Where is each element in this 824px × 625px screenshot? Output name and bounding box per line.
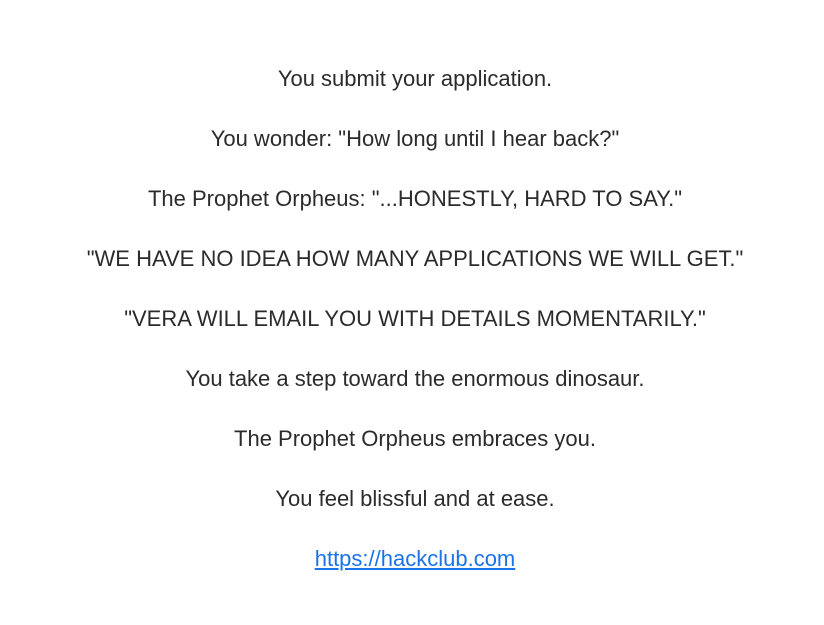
story-line-wonder: You wonder: "How long until I hear back?" bbox=[210, 126, 620, 151]
story-line-submit: You submit your application. bbox=[277, 66, 553, 91]
hackclub-link[interactable]: https://hackclub.com bbox=[314, 546, 516, 571]
story-line-prophet-reply: The Prophet Orpheus: "...HONESTLY, HARD TO SAY." bbox=[147, 186, 683, 211]
story-line-embrace: The Prophet Orpheus embraces you. bbox=[234, 426, 596, 451]
link-container bbox=[0, 544, 824, 574]
story-line-blissful: You feel blissful and at ease. bbox=[275, 486, 555, 511]
story-line-applications: "WE HAVE NO IDEA HOW MANY APPLICATIONS WE WILL GET." bbox=[86, 246, 744, 271]
story-line-vera-email: "VERA WILL EMAIL YOU WITH DETAILS MOMENTARILY." bbox=[124, 306, 706, 331]
story-line-step: You take a step toward the enormous dinosaur. bbox=[185, 366, 645, 391]
